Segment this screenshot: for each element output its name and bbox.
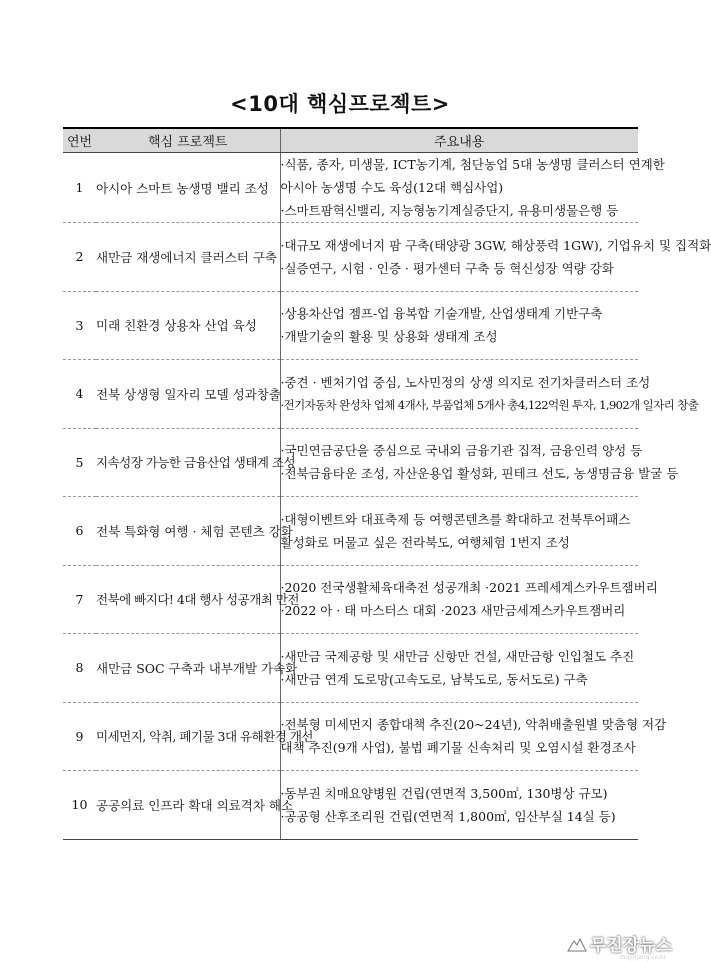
- content-line: ·중견 · 벤처기업 중심, 노사민정의 상생 의지로 전기차클러스터 조성: [280, 374, 651, 390]
- content-line: ·상용차산업 젬프-업 융복합 기술개발, 산업생태계 기반구축: [280, 306, 603, 322]
- table-row: [63, 360, 638, 429]
- project-name: 새만금 재생에너지 클러스터 구축: [96, 223, 280, 292]
- content-line: 아시아 농생명 수도 육성(12대 핵심사업): [280, 180, 504, 195]
- project-content: [280, 497, 638, 566]
- row-number: 9: [63, 702, 96, 771]
- project-name: 전북에 빠지다! 4대 행사 성공개최 만전: [96, 565, 280, 634]
- content-line: 대책 추진(9개 사업), 불법 폐기물 신속처리 및 오염시설 환경조사: [280, 740, 636, 756]
- project-content: [280, 634, 638, 703]
- watermark-logo: [567, 931, 672, 956]
- content-line: ·전북형 미세먼지 종합대책 추진(20~24년), 악취배출원별 맞춤형 저감: [280, 717, 667, 733]
- content-line: 활성화로 머물고 싶은 전라북도, 여행체험 1번지 조성: [280, 534, 570, 550]
- content-line: ·전북금융타운 조성, 자산운용업 활성화, 핀테크 선도, 농생명금융 발굴 등: [280, 466, 679, 482]
- row-number: 3: [63, 291, 96, 360]
- row-number: 5: [63, 428, 96, 497]
- content-line: ·대규모 재생에너지 팜 구축(태양광 3GW, 해상풍력 1GW), 기업유치 및 집적화: [280, 237, 711, 253]
- project-name: 미세먼지, 악취, 폐기물 3대 유해환경 개선: [96, 702, 280, 771]
- project-name: 아시아 스마트 농생명 밸리 조성: [96, 153, 280, 223]
- header-content: 주요내용: [280, 128, 638, 153]
- row-number: 2: [63, 223, 96, 292]
- row-number: 6: [63, 497, 96, 566]
- project-name: 공공의료 인프라 확대 의료격차 해소: [96, 771, 280, 840]
- row-number: 4: [63, 360, 96, 429]
- table-row: [63, 497, 638, 566]
- table-row: [63, 565, 638, 634]
- project-content: [280, 360, 699, 429]
- mountain-icon: [567, 936, 587, 952]
- watermark-url: mujinjang.co.kr: [619, 954, 666, 961]
- row-number: 10: [63, 771, 96, 840]
- table-row: [63, 223, 638, 292]
- table-row: [63, 428, 638, 497]
- project-content: [280, 702, 667, 771]
- table-row: [63, 291, 638, 360]
- project-name: 미래 친환경 상용차 산업 육성: [96, 291, 280, 360]
- row-number: 1: [75, 180, 84, 195]
- content-line: ·2020 전국생활체육대축전 성공개최 ·2021 프레세계스카우트잼버리: [280, 580, 658, 596]
- content-line: ·공공형 산후조리원 건립(연면적 1,800㎡, 임산부실 14실 등): [280, 808, 616, 824]
- table-row: [63, 153, 638, 223]
- project-name: 지속성장 가능한 금융산업 생태계 조성: [96, 428, 280, 497]
- header-number: 연번: [63, 128, 96, 153]
- project-content: [280, 428, 679, 497]
- content-line: ·2022 아 · 태 마스터스 대회 ·2023 새만금세계스카우트잼버리: [280, 603, 626, 619]
- content-line: ·동부권 치매요양병원 건립(연면적 3,500㎡, 130병상 규모): [280, 785, 608, 801]
- content-line: ·새만금 국제공항 및 새만금 신항만 건설, 새만금항 인입철도 추진: [280, 648, 635, 664]
- document-title: <10대 핵심프로젝트>: [230, 92, 450, 116]
- content-line: ·스마트팜혁신밸리, 지능형농기계실증단지, 유용미생물은행 등: [280, 203, 619, 218]
- project-content: [280, 771, 638, 840]
- content-line: ·전기자동차 완성차 업체 4개사, 부품업체 5개사 총4,122억원 투자, 1,902개 일자리 창출: [280, 397, 699, 412]
- project-name: 전북 상생형 일자리 모델 성과창출: [96, 360, 280, 429]
- table-row: [63, 702, 638, 771]
- content-line: ·대형이벤트와 대표축제 등 여행콘텐츠를 확대하고 전북투어패스: [280, 511, 631, 527]
- row-number: 7: [63, 565, 96, 634]
- project-content: [280, 565, 658, 634]
- projects-table: [63, 127, 711, 840]
- watermark-text: 무진장뉴스: [589, 936, 672, 956]
- content-line: ·식품, 종자, 미생물, ICT농기계, 첨단농업 5대 농생명 클러스터 연계한: [280, 157, 665, 172]
- project-name: 전북 특화형 여행 · 체험 콘텐츠 강화: [96, 497, 280, 566]
- table-row: [63, 634, 638, 703]
- content-line: ·국민연금공단을 중심으로 국내외 금융기관 집적, 금융인력 양성 등: [280, 443, 643, 459]
- table-header-row: [63, 128, 638, 153]
- content-line: ·개발기술의 활용 및 상용화 생태계 조성: [280, 329, 498, 345]
- project-content: [280, 291, 638, 360]
- project-content: [280, 223, 711, 292]
- project-name: 새만금 SOC 구축과 내부개발 가속화: [96, 634, 280, 703]
- header-project: 핵심 프로젝트: [96, 128, 280, 153]
- table-row: [63, 771, 638, 840]
- project-content: [280, 153, 665, 223]
- row-number: 8: [63, 634, 96, 703]
- content-line: ·실증연구, 시험 · 인증 · 평가센터 구축 등 혁신성장 역량 강화: [280, 260, 614, 276]
- content-line: ·새만금 연계 도로망(고속도로, 남북도로, 동서도로) 구축: [280, 671, 588, 687]
